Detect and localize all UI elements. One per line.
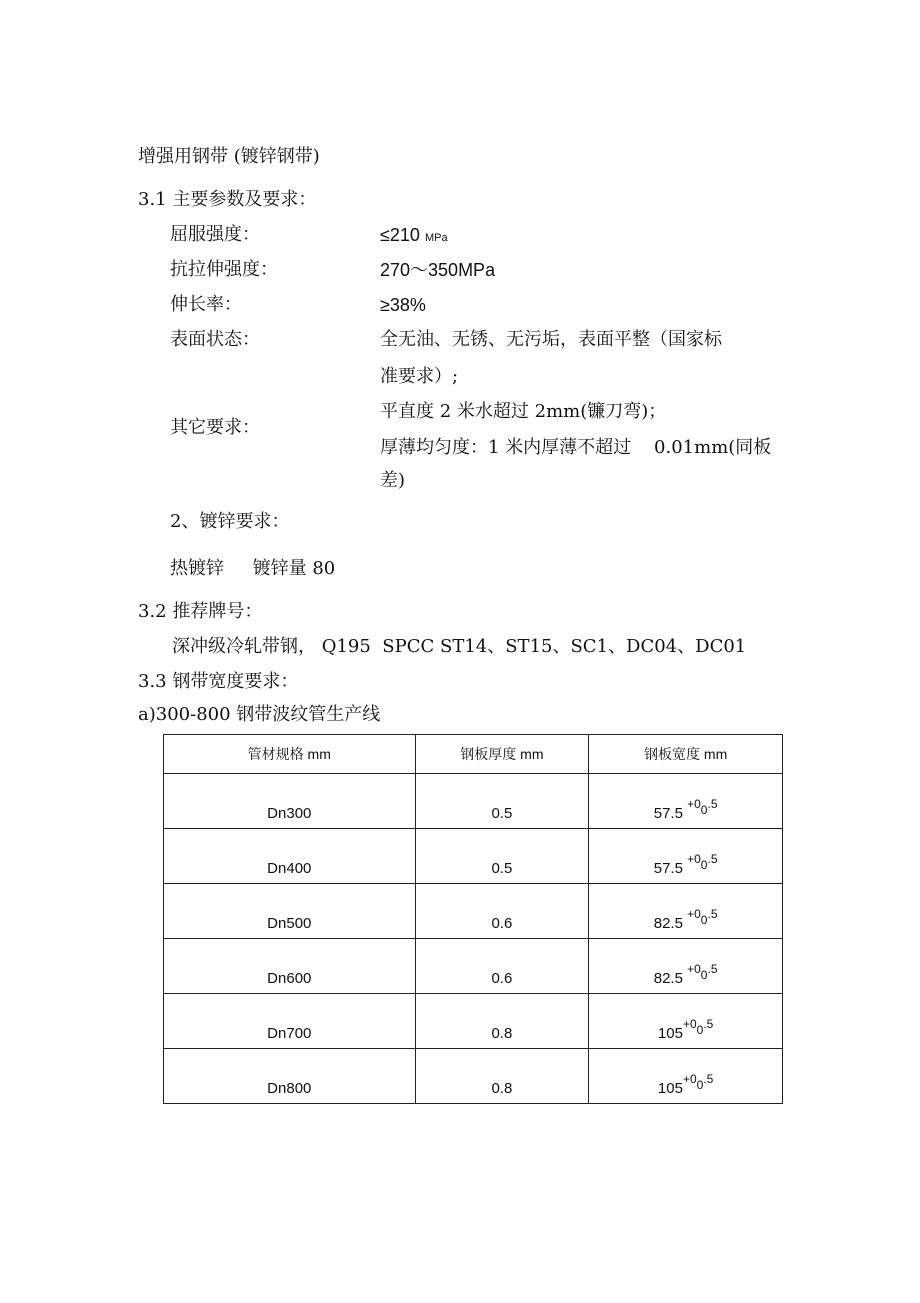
width-value: 82.5 bbox=[653, 970, 688, 987]
tolerance-sub: 0 bbox=[700, 858, 708, 872]
cell-width bbox=[589, 939, 783, 994]
tolerance-sub: 0 bbox=[700, 913, 708, 927]
elongation-label: 伸长率： bbox=[170, 294, 242, 315]
tensile-strength-value: 270～350MPa bbox=[380, 260, 496, 280]
tolerance-sub: 0 bbox=[696, 1078, 704, 1092]
surface-state-value-line2: 准要求）; bbox=[380, 366, 459, 387]
steel-strip-width-table bbox=[163, 734, 783, 1104]
yield-strength-unit: MPa bbox=[424, 232, 448, 244]
section-3-3-title: 3.3 钢带宽度要求： bbox=[138, 671, 299, 692]
tolerance-tail: .5 bbox=[707, 852, 718, 866]
cell-thickness: 0.8 bbox=[415, 994, 589, 1049]
width-value: 57.5 bbox=[653, 860, 688, 877]
other-requirements-value-line1: 平直度 2 米水超过 2mm(镰刀弯)； bbox=[380, 401, 667, 422]
table-row bbox=[164, 829, 783, 884]
cell-spec: Dn800 bbox=[164, 1049, 416, 1104]
cell-width bbox=[589, 994, 783, 1049]
header-pipe-spec: 管材规格 mm bbox=[164, 735, 416, 774]
header-plate-thickness: 钢板厚度 mm bbox=[415, 735, 589, 774]
tolerance-sup: +0 bbox=[682, 1072, 697, 1086]
yield-strength-value bbox=[380, 224, 448, 249]
other-requirements-value-line2: 厚薄均匀度：1 米内厚薄不超过 0.01mm(同板 bbox=[380, 437, 772, 458]
tolerance-sup: +0 bbox=[682, 1017, 697, 1031]
yield-strength-number: ≤210 bbox=[380, 225, 420, 245]
tolerance-sup: +0 bbox=[687, 797, 701, 811]
cell-width bbox=[589, 1049, 783, 1104]
tensile-strength-label: 抗拉伸强度： bbox=[170, 259, 278, 280]
tolerance-tail: .5 bbox=[703, 1072, 714, 1086]
doc-heading: 增强用钢带 (镀锌钢带) bbox=[138, 146, 320, 167]
cell-thickness: 0.8 bbox=[415, 1049, 589, 1104]
cell-spec: Dn700 bbox=[164, 994, 416, 1049]
elongation-value: ≥38% bbox=[380, 295, 426, 315]
table-row bbox=[164, 774, 783, 829]
width-value: 105 bbox=[657, 1080, 683, 1097]
table-row bbox=[164, 1049, 783, 1104]
other-requirements-label: 其它要求： bbox=[170, 417, 260, 438]
other-requirements-value-line3: 差) bbox=[380, 470, 406, 491]
cell-spec: Dn600 bbox=[164, 939, 416, 994]
recommended-grades: 深冲级冷轧带钢， Q195 SPCC ST14、ST15、SC1、DC04、DC01 bbox=[172, 636, 747, 657]
cell-spec: Dn400 bbox=[164, 829, 416, 884]
tolerance-tail: .5 bbox=[707, 797, 718, 811]
cell-width bbox=[589, 884, 783, 939]
tolerance-sub: 0 bbox=[696, 1023, 704, 1037]
cell-width bbox=[589, 774, 783, 829]
tolerance-tail: .5 bbox=[703, 1017, 714, 1031]
width-value: 105 bbox=[657, 1025, 683, 1042]
width-value: 57.5 bbox=[653, 805, 688, 822]
yield-strength-label: 屈服强度： bbox=[170, 224, 260, 245]
galvanizing-detail: 热镀锌 镀锌量 80 bbox=[170, 558, 336, 579]
tolerance-sup: +0 bbox=[687, 907, 701, 921]
tolerance-tail: .5 bbox=[707, 962, 718, 976]
table-row bbox=[164, 939, 783, 994]
cell-thickness: 0.6 bbox=[415, 939, 589, 994]
table-row bbox=[164, 994, 783, 1049]
tolerance-sup: +0 bbox=[687, 852, 701, 866]
cell-spec: Dn300 bbox=[164, 774, 416, 829]
galvanizing-requirements-title: 2、镀锌要求： bbox=[170, 511, 290, 532]
width-value: 82.5 bbox=[653, 915, 688, 932]
section-3-2-title: 3.2 推荐牌号： bbox=[138, 601, 263, 622]
tolerance-sup: +0 bbox=[687, 962, 701, 976]
cell-thickness: 0.6 bbox=[415, 884, 589, 939]
header-plate-width: 钢板宽度 mm bbox=[589, 735, 783, 774]
cell-spec: Dn500 bbox=[164, 884, 416, 939]
tolerance-tail: .5 bbox=[707, 907, 718, 921]
table-row bbox=[164, 884, 783, 939]
surface-state-value-line1: 全无油、无锈、无污垢，表面平整（国家标 bbox=[380, 329, 722, 350]
subsection-a-title: a)300-800 钢带波纹管生产线 bbox=[138, 704, 381, 725]
tolerance-sub: 0 bbox=[700, 803, 708, 817]
cell-width bbox=[589, 829, 783, 884]
surface-state-label: 表面状态： bbox=[170, 329, 260, 350]
cell-thickness: 0.5 bbox=[415, 829, 589, 884]
cell-thickness: 0.5 bbox=[415, 774, 589, 829]
table-header-row bbox=[164, 735, 783, 774]
section-3-1-title: 3.1 主要参数及要求： bbox=[138, 189, 317, 210]
tolerance-sub: 0 bbox=[700, 968, 708, 982]
